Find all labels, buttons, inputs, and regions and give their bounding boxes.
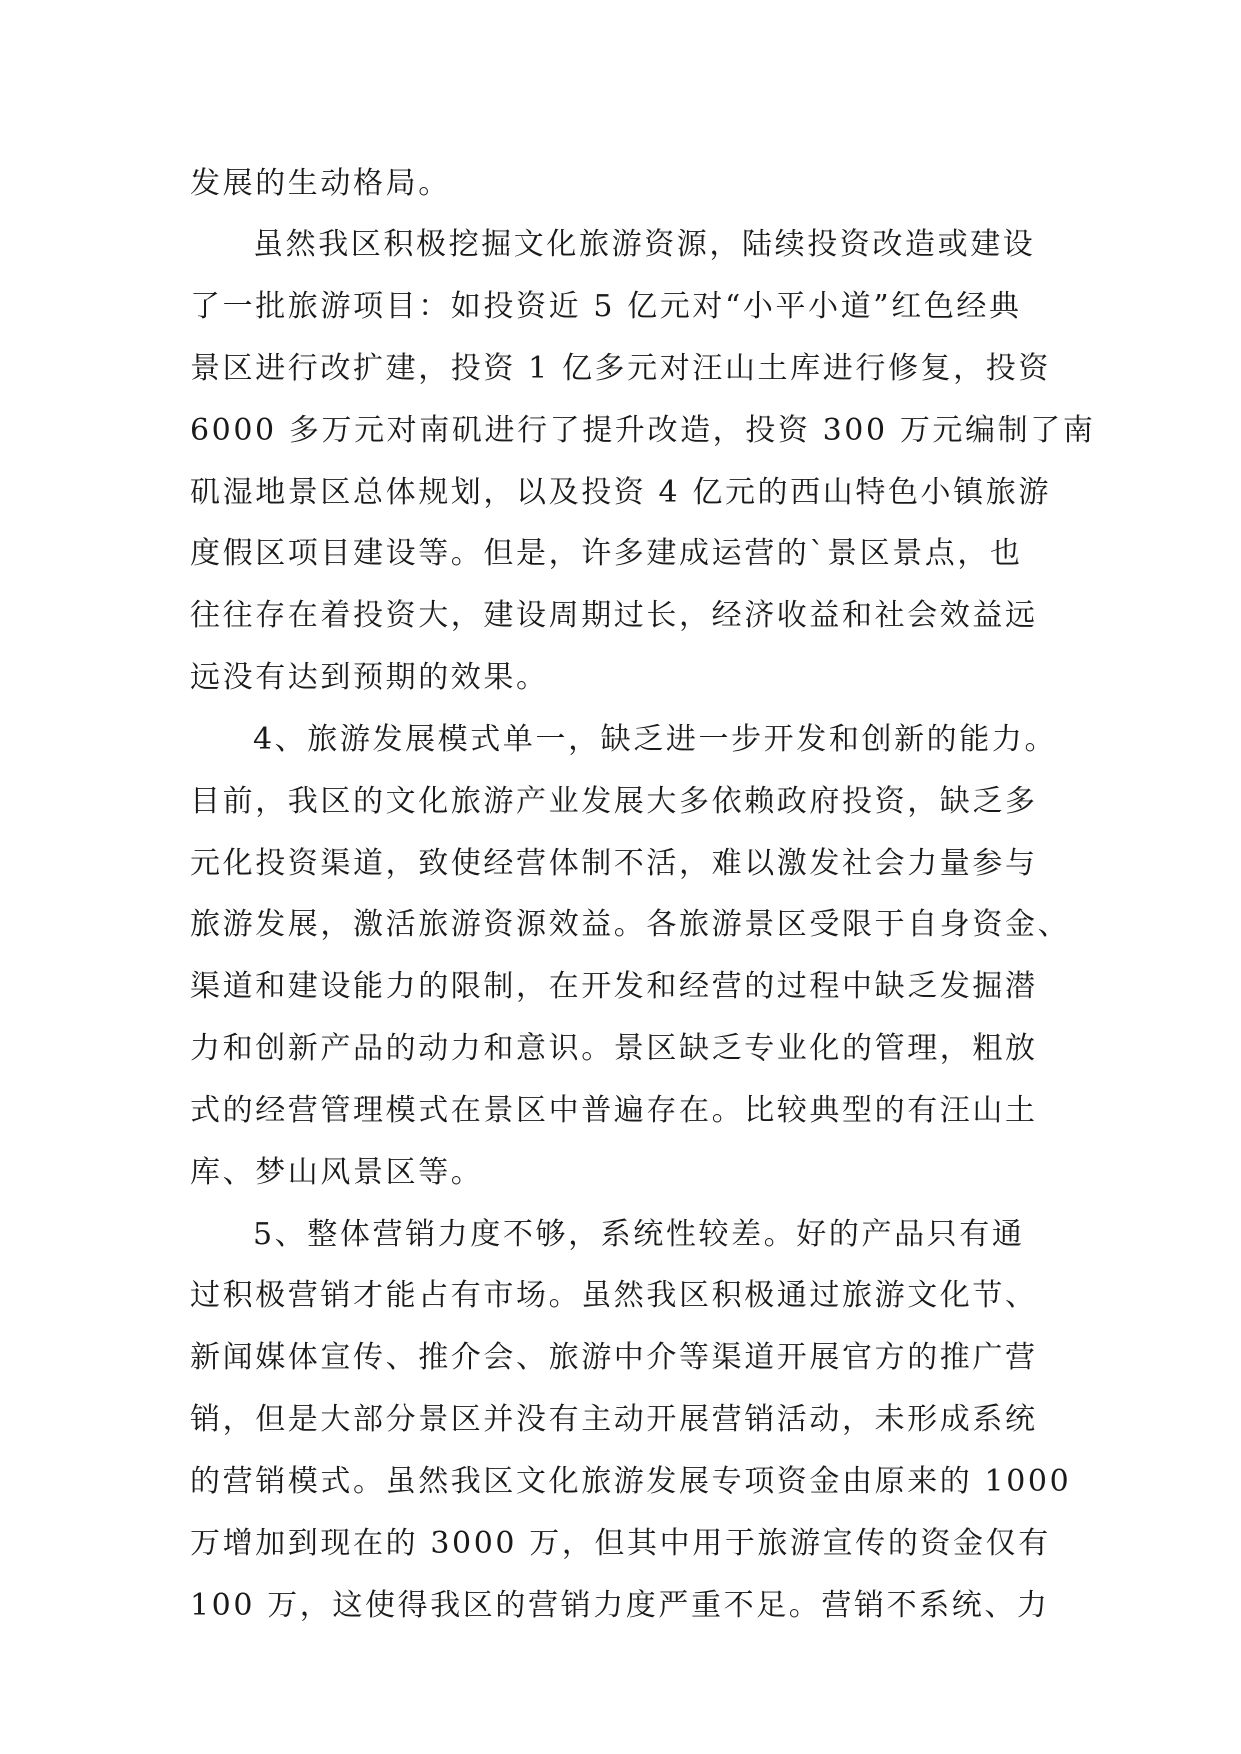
text-line: 库、梦山风景区等。 xyxy=(190,1155,484,1190)
text-line: 往往存在着投资大，建设周期过长，经济收益和社会效益远 xyxy=(190,598,1038,633)
text-line: 度假区项目建设等。但是，许多建成运营的`景区景点，也 xyxy=(190,536,1023,571)
text-line: 旅游发展，激活旅游资源效益。各旅游景区受限于自身资金、 xyxy=(190,907,1071,942)
text-line: 了一批旅游项目：如投资近 5 亿元对“小平小道”红色经典 xyxy=(190,289,1022,324)
text-line: 新闻媒体宣传、推介会、旅游中介等渠道开展官方的推广营 xyxy=(190,1340,1038,1375)
text-line: 景区进行改扩建，投资 1 亿多元对汪山土库进行修复，投资 xyxy=(190,351,1051,386)
text-line: 销，但是大部分景区并没有主动开展营销活动，未形成系统 xyxy=(190,1402,1038,1437)
text-line: 式的经营管理模式在景区中普遍存在。比较典型的有汪山土 xyxy=(190,1093,1038,1128)
text-line: 目前，我区的文化旅游产业发展大多依赖政府投资，缺乏多 xyxy=(190,784,1038,819)
text-line: 矶湿地景区总体规划，以及投资 4 亿元的西山特色小镇旅游 xyxy=(190,475,1051,510)
text-line: 的营销模式。虽然我区文化旅游发展专项资金由原来的 1000 xyxy=(190,1464,1072,1499)
text-line: 6000 多万元对南矶进行了提升改造，投资 300 万元编制了南 xyxy=(190,413,1096,448)
paragraph-start: 4、旅游发展模式单一，缺乏进一步开发和创新的能力。 xyxy=(253,722,1058,757)
text-line: 元化投资渠道，致使经营体制不活，难以激发社会力量参与 xyxy=(190,846,1038,881)
text-line: 100 万，这使得我区的营销力度严重不足。营销不系统、力 xyxy=(190,1588,1050,1623)
text-line: 万增加到现在的 3000 万，但其中用于旅游宣传的资金仅有 xyxy=(190,1526,1051,1561)
paragraph-start: 虽然我区积极挖掘文化旅游资源，陆续投资改造或建设 xyxy=(253,227,1036,262)
text-line: 远没有达到预期的效果。 xyxy=(190,660,549,695)
text-line: 发展的生动格局。 xyxy=(190,166,451,201)
text-line: 过积极营销才能占有市场。虽然我区积极通过旅游文化节、 xyxy=(190,1278,1038,1313)
paragraph-start: 5、整体营销力度不够，系统性较差。好的产品只有通 xyxy=(253,1217,1025,1252)
text-line: 渠道和建设能力的限制，在开发和经营的过程中缺乏发掘潜 xyxy=(190,969,1038,1004)
text-line: 力和创新产品的动力和意识。景区缺乏专业化的管理，粗放 xyxy=(190,1031,1038,1066)
